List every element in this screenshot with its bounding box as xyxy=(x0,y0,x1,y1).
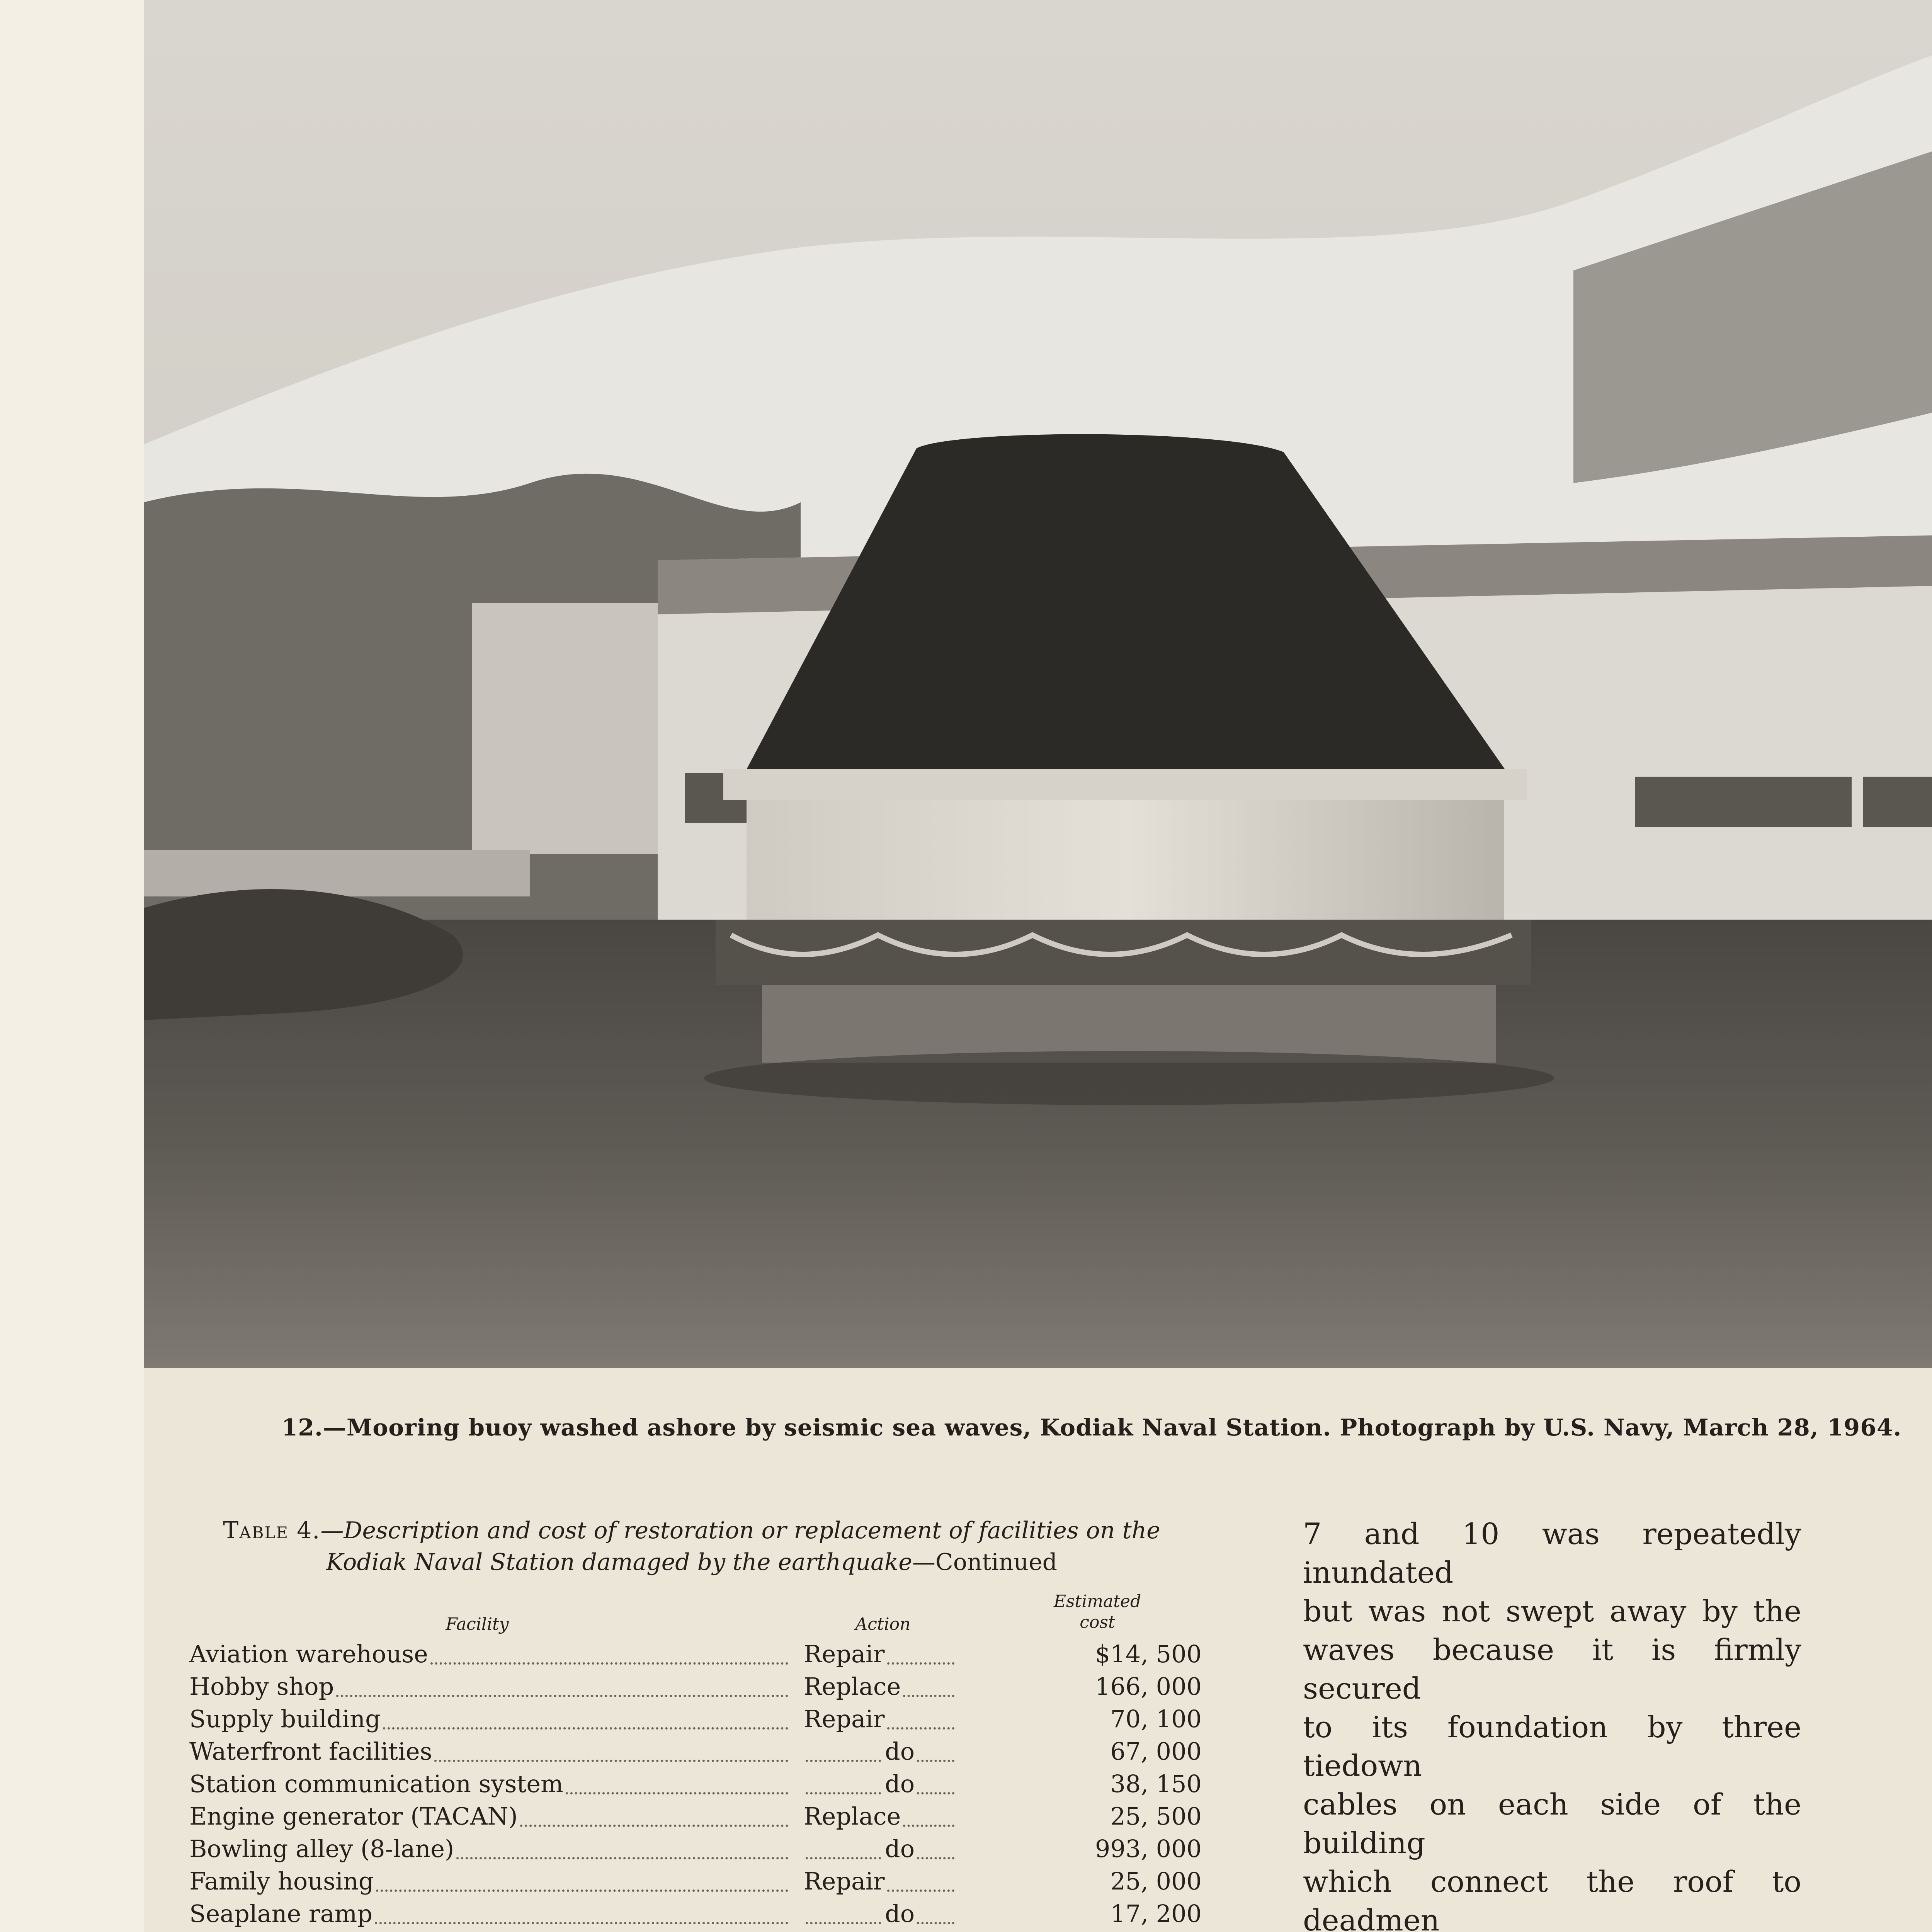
cost-cell: 67, 000 xyxy=(1110,1737,1202,1765)
leader-dots-action xyxy=(917,1760,954,1762)
action-cell: do xyxy=(885,1900,915,1928)
table-4 xyxy=(182,1515,1202,1932)
action-cell: Replace xyxy=(804,1802,901,1830)
figure-caption: 12.—Mooring buoy washed ashore by seismic sea waves, Kodiak Naval Station. Photograph by U.S. Navy, March 28, 1964. xyxy=(281,1414,1902,1441)
buoy-cylinder xyxy=(747,800,1504,927)
cost-cell: 38, 150 xyxy=(1110,1770,1202,1798)
facility-cell: Seaplane ramp xyxy=(189,1900,373,1928)
leader-dots xyxy=(520,1825,788,1827)
text-line: but was not swept away by the xyxy=(1303,1594,1801,1628)
leader-dots xyxy=(430,1662,788,1665)
cost-cell: 17, 200 xyxy=(1110,1900,1202,1928)
header-cost xyxy=(993,1591,1202,1633)
facility-cell: Engine generator (TACAN) xyxy=(189,1802,518,1830)
text-line: waves because it is firmly secured xyxy=(1303,1633,1801,1706)
cost-cell: 25, 000 xyxy=(1110,1867,1202,1895)
table-row xyxy=(182,1802,1202,1835)
cost-cell: 70, 100 xyxy=(1110,1705,1202,1733)
facility-cell: Bowling alley (8-lane) xyxy=(189,1835,454,1863)
action-cell: Repair xyxy=(804,1867,885,1895)
cost-cell: $14, 500 xyxy=(1095,1640,1202,1668)
leader-dots xyxy=(336,1695,788,1697)
leader-dots xyxy=(383,1727,788,1730)
table-label: Table 4. xyxy=(223,1517,321,1544)
table-title-line1: —Description and cost of restoration or replacement of facilities on the xyxy=(320,1517,1160,1544)
action-cell: Repair xyxy=(804,1640,885,1668)
text-column-3 xyxy=(1303,1515,1801,1932)
action-cell: Replace xyxy=(804,1672,901,1701)
leader-dots-action xyxy=(903,1695,954,1697)
header-cost-line2: cost xyxy=(1080,1612,1115,1632)
table-row xyxy=(182,1867,1202,1900)
action-cell: Repair xyxy=(804,1705,885,1733)
buoy-shadow xyxy=(704,1051,1554,1105)
table-row xyxy=(182,1672,1202,1705)
leader-dots-action xyxy=(903,1825,954,1827)
leader-dots-action xyxy=(887,1727,955,1730)
table-body xyxy=(182,1640,1202,1932)
header-cost-line1: Estimated xyxy=(1053,1592,1141,1611)
leader-dots-action xyxy=(917,1792,954,1794)
ditto-dashes xyxy=(806,1857,881,1859)
leader-dots-action xyxy=(887,1662,955,1665)
leader-dots xyxy=(434,1760,788,1762)
figure-photo xyxy=(144,0,1932,1368)
table-row xyxy=(182,1705,1202,1737)
table-row xyxy=(182,1835,1202,1867)
facility-cell: Supply building xyxy=(189,1705,381,1733)
table-title-line2: Kodiak Naval Station damaged by the earthquake xyxy=(326,1549,912,1576)
leader-dots xyxy=(376,1889,788,1892)
leader-dots xyxy=(375,1922,788,1924)
table-title xyxy=(182,1515,1202,1578)
leader-dots xyxy=(456,1857,788,1859)
table-row xyxy=(182,1900,1202,1932)
table-row xyxy=(182,1770,1202,1802)
leader-dots-action xyxy=(887,1889,955,1892)
page-margin-left xyxy=(0,0,144,1932)
text-line: to its foundation by three tiedown xyxy=(1303,1710,1801,1783)
leader-dots xyxy=(566,1792,788,1794)
ditto-dashes xyxy=(806,1922,881,1924)
table-row xyxy=(182,1737,1202,1770)
facility-cell: Aviation warehouse xyxy=(189,1640,428,1668)
ditto-dashes xyxy=(806,1760,881,1762)
hangar-side xyxy=(472,603,658,854)
facility-cell: Station communication system xyxy=(189,1770,563,1798)
header-facility: Facility xyxy=(446,1614,509,1634)
table-header xyxy=(182,1586,1202,1640)
distant-shore xyxy=(144,850,530,896)
cost-cell: 166, 000 xyxy=(1095,1672,1202,1701)
text-line: 7 and 10 was repeatedly inundated xyxy=(1303,1517,1801,1590)
action-cell: do xyxy=(885,1770,915,1798)
facility-cell: Family housing xyxy=(189,1867,374,1895)
table-continued: —Continued xyxy=(912,1549,1057,1576)
text-line: cables on each side of the building xyxy=(1303,1787,1801,1860)
cost-cell: 993, 000 xyxy=(1095,1835,1202,1863)
cost-cell: 25, 500 xyxy=(1110,1802,1202,1830)
leader-dots-action xyxy=(917,1857,954,1859)
table-row xyxy=(182,1640,1202,1672)
leader-dots-action xyxy=(917,1922,954,1924)
mooring-buoy-photo xyxy=(144,0,1932,1368)
action-cell: do xyxy=(885,1737,915,1765)
text-line: which connect the roof to deadmen xyxy=(1303,1864,1801,1932)
buoy-upper-ring xyxy=(723,769,1527,800)
facility-cell: Waterfront facilities xyxy=(189,1737,432,1765)
header-action: Action xyxy=(855,1614,911,1634)
ditto-dashes xyxy=(806,1792,881,1794)
action-cell: do xyxy=(885,1835,915,1863)
facility-cell: Hobby shop xyxy=(189,1672,334,1701)
